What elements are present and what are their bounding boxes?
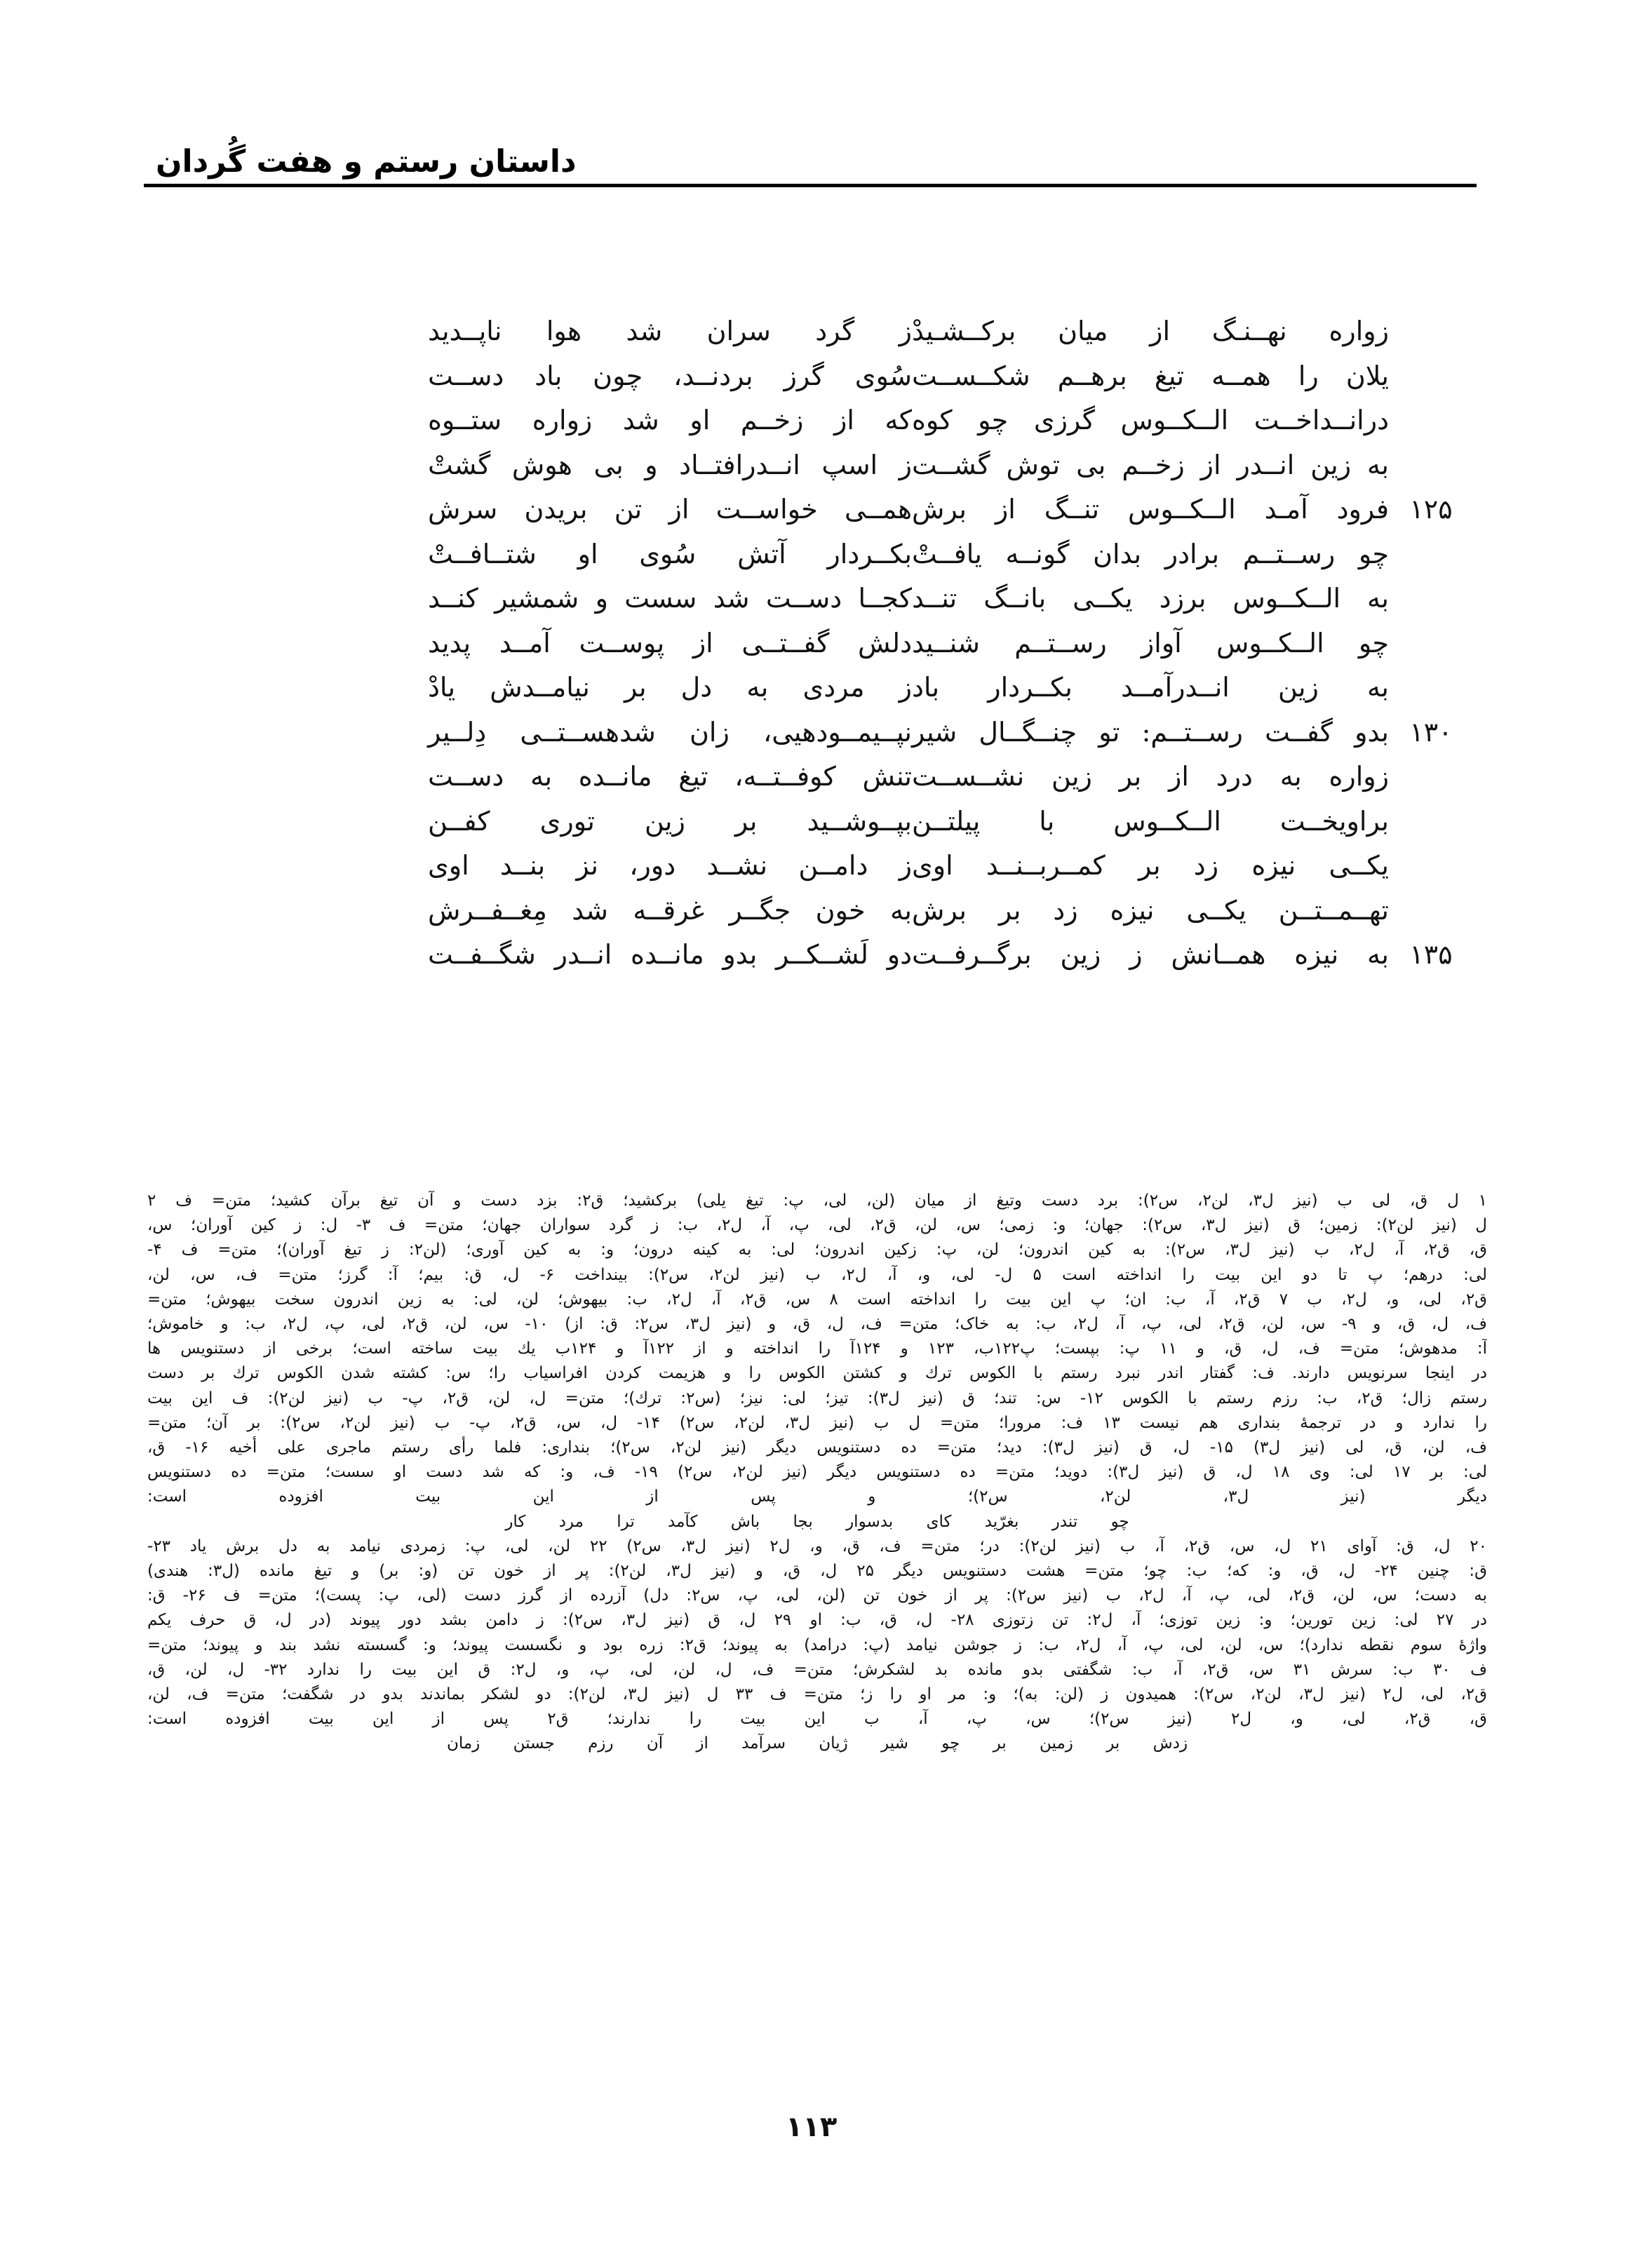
verse-number: ۱۲۵ <box>1409 494 1453 525</box>
footnote-line: واژهٔ سوم نقطه ندارد)؛ س، لن، لی، پ، آ، ل۲، ب: ز جوشن نیامد (پ: درامد) به پیوند؛ ق۲: زره بود و نگسست پیوند؛ و: گسسته نشد بند و پیوند؛ متن= <box>147 1635 1487 1654</box>
footnote-line: به دست؛ س، لن، ق۲، لی، پ، آ، ل۲، ب (نیز س۲): پر از خون تن (لن، لی، پ، س۲: دل) آزرده از گرز دست (لی، پ: پست)؛ متن= ف ۲۶- ق: <box>147 1586 1487 1605</box>
hemistich-first: زواره به درد از بر زین نشــســت <box>912 761 1389 792</box>
verse-number: ۱۳۵ <box>1409 939 1453 970</box>
hemistich-first: زواره نهــنـگ از میان برکــشـیدْ <box>912 316 1389 346</box>
verse-couplet <box>267 628 1473 673</box>
poem-body <box>267 316 1473 984</box>
hemistich-second: سُوی گرز بردنــد، چون باد دســت <box>428 360 912 391</box>
verse-couplet <box>267 806 1473 851</box>
running-head-title: داستان رستم و هفت گُردان <box>156 144 577 180</box>
hemistich-second: ز مردی به دل بر نیامــدش یادْ <box>428 672 912 703</box>
footnote-line: ق: چنین ۲۴- ل، ق، و: که؛ ب: چو؛ متن= هشت دستنویس دیگر ۲۵ ل، ق، و (نیز ل۳، لن۲): پر از خون تن (و: بر) و تیغ مانده (ل۳: هندی) <box>147 1562 1487 1581</box>
footnote-line: ق۲، لی، ل۲ (نیز ل۳، لن۲، س۲): همیدون ز (لن: به)؛ و: مر او را ز؛ متن= ف ۳۳ ل (نیز ل۳، لن۲): دو لشکر بماندند بدو در شگفت؛ متن= ف، لن، <box>147 1685 1487 1704</box>
verse-number: ۱۳۰ <box>1409 716 1453 748</box>
hemistich-second: ز اسپ انــدرافتــاد و بی هوش گشتْ <box>428 449 912 480</box>
hemistich-first: درانــداخــت الــکــوس گرزی چو کوه <box>912 405 1389 436</box>
verse-couplet <box>267 761 1473 806</box>
footnotes-apparatus <box>147 1189 1487 1757</box>
hemistich-first: بدو گفــت رســتــم: تو چنــگــال شیر <box>912 716 1389 748</box>
hemistich-second: به خون جگــر غرقــه شد مِغــفــرش <box>428 894 912 926</box>
hemistich-first: یکــی نیزه زد بر کمــربــنــد اوی <box>912 850 1389 881</box>
hemistich-second: دو لَشــکــر بدو مانــده انــدر شگــفــت <box>428 939 912 970</box>
footnote-line: ق۲، لی، و، ل۲، ب ۷ ق۲، آ، ب: ان؛ پ این بیت را انداخته است ۸ س، ق۲، آ، ل۲، ب: بیهوش؛ لن، لی: به زین اندرون سخت بیهوش؛ متن= <box>147 1290 1487 1309</box>
verse-couplet <box>267 850 1473 895</box>
hemistich-second: که از زخــم او شد زواره ستــوه <box>428 405 912 436</box>
footnote-line: ۲۰ ل، ق: آوای ۲۱ ل، س، ق۲، آ، ب (نیز لن۲): در؛ متن= ف، ق، و، ل۲ (نیز ل۳، س۲) ۲۲ لن، لی، پ: زمردی نیامد به دل برش یاد ۲۳- <box>147 1537 1487 1555</box>
footnote-line: در اینجا سرنویس دارند. ف: گفتار اندر نبرد رستم با الکوس ترك و کشتن الکوس را و هزیمت کردن افراسیاب را؛ س: کشته شدن الکوس ترك بر دست <box>147 1364 1487 1383</box>
hemistich-second: دلش گفــتــی از پوســت آمــد پدید <box>428 627 912 659</box>
hemistich-first: یلان را همــه تیغ برهــم شکــســت <box>912 360 1389 391</box>
header-rule-divider <box>144 184 1477 187</box>
verse-couplet <box>267 717 1473 762</box>
verse-couplet <box>267 316 1473 360</box>
hemistich-first: براویخــت الــکــوس با پیلتــن <box>912 805 1389 837</box>
hemistich-second: کجــا دســت شد سست و شمشیر کنــد <box>428 583 912 614</box>
hemistich-second: ز گرد سران شد هوا ناپــدید <box>428 316 912 346</box>
footnote-line: ق، ق۲، آ، ل۲، ب (نیز ل۳، س۲): به کین اندرون؛ لن، پ: زکین اندرون؛ لی: به کینه درون؛ و: به کین آوری؛ (لن۲: ز تیغ آوران)؛ متن= ف ۴- <box>147 1241 1487 1260</box>
footnote-line: در ۲۷ لی: زین تورین؛ و: زین توزی؛ آ، ل۲: تن زتوزی ۲۸- ل، ق، ب: او ۲۹ ل، ق (نیز ل۳، س۲): ز دامن بشد دور پیوند (در ل، ق حرف یکم <box>147 1611 1487 1630</box>
hemistich-first: به الــکــوس برزد یکــی بانــگ تنــد <box>912 583 1389 614</box>
hemistich-second: تنش کوفــتــه، تیغ مانــده به دســت <box>428 761 912 792</box>
verse-couplet <box>267 539 1473 583</box>
hemistich-first: تهــمــتــن یکــی نیزه زد بر برش <box>912 894 1389 926</box>
hemistich-first: چو رســتــم برادر بدان گونــه یافــتْ <box>912 538 1389 569</box>
verse-couplet <box>267 360 1473 405</box>
footnote-line: ل (نیز لن۲): زمین؛ ق (نیز ل۳، س۲): جهان؛ و: زمی؛ س، لن، ق۲، لی، پ، آ، ل۲، ب: ز گرد سواران جهان؛ متن= ف ۳- ل: ز کین آوران؛ س، <box>147 1216 1487 1235</box>
verse-couplet <box>267 583 1473 628</box>
footnote-line: را ندارد و در ترجمهٔ بنداری هم نیست ۱۳ ف: مرورا؛ متن= ل ب (نیز ل۳، لن۲، س۲) ۱۴- ل، س، ق۲، پ- ب (نیز لن۲، س۲): بر آن؛ متن= <box>147 1413 1487 1432</box>
verse-couplet <box>267 405 1473 450</box>
verse-couplet <box>267 895 1473 940</box>
hemistich-first: به زین انــدرآمــد بکــردار باد <box>912 672 1389 703</box>
verse-couplet <box>267 450 1473 494</box>
verse-couplet <box>267 939 1473 984</box>
verse-couplet <box>267 672 1473 717</box>
hemistich-second: نپــیمــودهیی، زان شدهســتــی دِلــیر <box>428 716 912 748</box>
footnote-line: لی: بر ۱۷ لی: وی ۱۸ ل، ق (نیز ل۳): دوید؛ متن= ده دستنویس دیگر (نیز لن۲، س۲) ۱۹- ف، و: که شد دست او سست؛ متن= ده دستنویس <box>147 1463 1487 1482</box>
hemistich-second: بکــردار آتش سُوی او شتــافــتْ <box>428 538 912 569</box>
footnote-line: آ: مدهوش؛ متن= ف، ل، ق، و ۱۱ پ: بپست؛ پ۱۲۲ب، ۱۲۳ و ۱۲۴آ را انداخته و از ۱۲۲آ و ۱۲۴ب یك بیت ساخته است؛ برخی از دستنویس ها <box>147 1339 1487 1358</box>
footnote-line: ف، لن، ق، لی (نیز ل۳) ۱۵- ل، ق (نیز ل۳): دید؛ متن= ده دستنویس دیگر (نیز لن۲، س۲)؛ بنداری: فلما رأی رستم ماجری علی أخیه ۱۶- ق، <box>147 1438 1487 1457</box>
footnote-line: لی: درهم؛ پ تا دو این بیت را انداخته است ۵ ل- لی، و، آ، ل۲، ب (نیز لن۲، س۲): بینداخت ۶- ل، ق: بیم؛ آ: گرز؛ متن= ف، س، لن، <box>147 1265 1487 1284</box>
footnote-line: دیگر (نیز ل۳، لن۲، س۲)؛ و پس از این بیت افزوده است: <box>147 1487 1487 1506</box>
hemistich-first: چو الــکــوس آواز رســتــم شنــید <box>912 627 1389 659</box>
page-number: ۱۱۳ <box>786 2111 838 2143</box>
hemistich-second: همــی خواســت از تن بریدن سرش <box>428 494 912 525</box>
footnote-line: ف ۳۰ ب: سرش ۳۱ س، ق۲، آ، ب: شگفتی بدو مانده بد لشکرش؛ متن= ف، ل، لن، لی، پ، و، ل۲: ق این بیت را ندارد ۳۲- ل، لن، ق، <box>147 1660 1487 1679</box>
hemistich-first: به زین انــدر از زخــم بی توش گشــت <box>912 449 1389 480</box>
hemistich-first: به نیزه همــانش ز زین برگــرفــت <box>912 939 1389 970</box>
hemistich-second: بپــوشــید بر زین توری کفــن <box>428 805 912 837</box>
footnote-line: ف، ل، ق، و ۹- س، لن، ق۲، لی، پ، آ، ل۲، ب: به خاک؛ متن= ف، ل، ق، و (نیز ل۳، س۲: ق: از) ۱۰- س، لن، ق۲، لی، پ، ل۲، ب: و خاموش؛ <box>147 1315 1487 1334</box>
verse-couplet <box>267 494 1473 539</box>
hemistich-second: ز دامــن نشــد دور، نز بنــد اوی <box>428 850 912 881</box>
footnote-added-verse: زدش بر زمین بر چو شیر ژیان سرآمد از آن رزم جستن زمان <box>446 1734 1188 1753</box>
footnote-line: ۱ ل ق، لی ب (نیز ل۳، لن۲، س۲): برد دست وتیغ از میان (لن، لی، پ: تیغ یلی) برکشید؛ ق۲: بزد دست و آن تیغ برآن کشید؛ متن= ف ۲ <box>147 1192 1487 1210</box>
footnote-line: رستم زال؛ ق۲، ب: رزم رستم با الکوس ۱۲- س: تند؛ ق (نیز ل۳): تیز؛ لی: نیز؛ (س۲: ترك)؛ متن= ل، لن، ق۲، پ- ب (نیز لن۲): ف این بیت <box>147 1389 1487 1408</box>
hemistich-first: فرود آمـد الــکــوس تنــگ از برش <box>912 494 1389 525</box>
footnote-line: ق، ق۲، لی، و، ل۲ (نیز س۲)؛ س، پ، آ، ب این بیت را ندارند؛ ق۲ پس از این بیت افزوده است: <box>147 1710 1487 1729</box>
footnote-added-verse: چو تندر بغرّید کای بدسوار بجا باش کآمد ترا مرد کار <box>505 1512 1129 1531</box>
